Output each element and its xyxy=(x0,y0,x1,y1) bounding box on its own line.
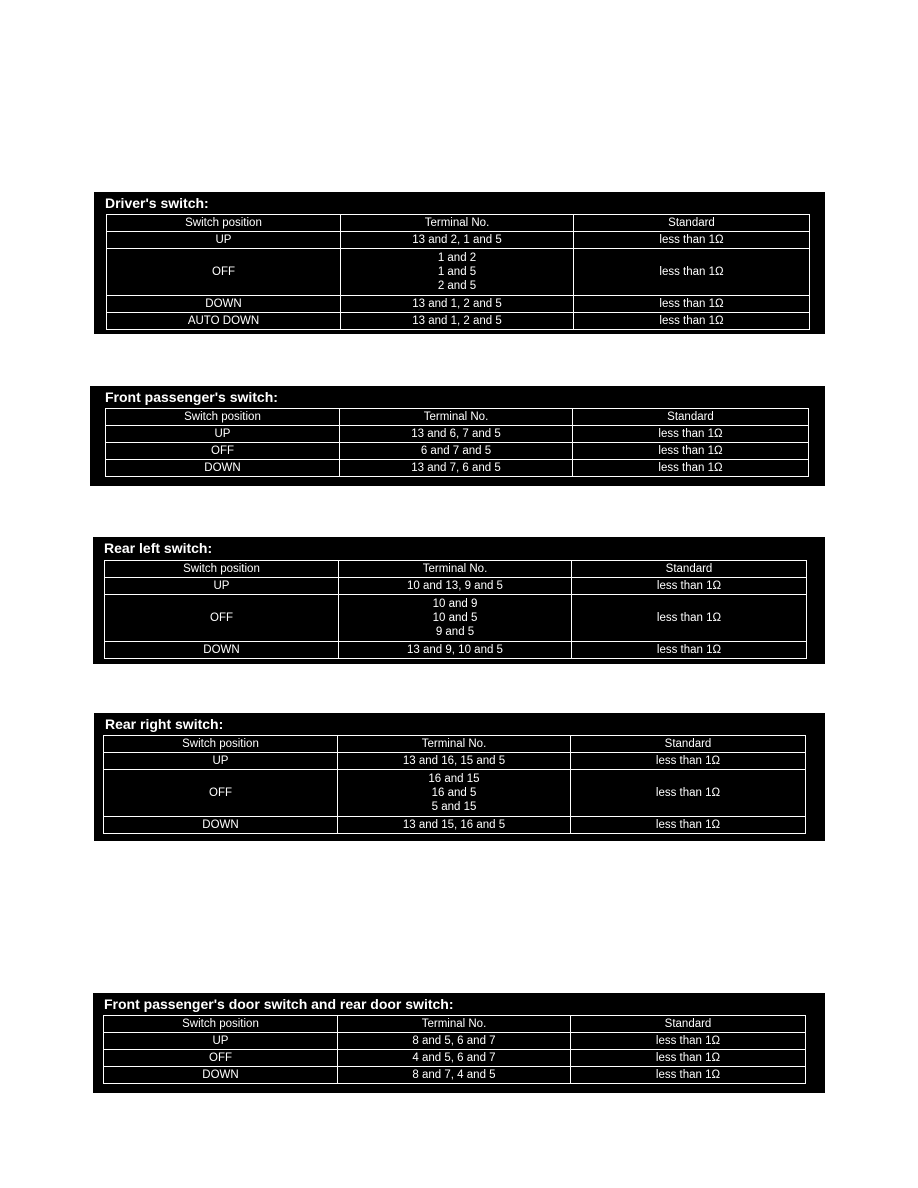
terminal-cell: 8 and 5, 6 and 7 xyxy=(338,1033,571,1050)
header-switch-position: Switch position xyxy=(104,1016,338,1033)
header-switch-position: Switch position xyxy=(104,736,338,753)
header-switch-position: Switch position xyxy=(107,215,341,232)
door-switch-panel xyxy=(93,993,825,1093)
standard-cell: less than 1Ω xyxy=(572,595,807,642)
front-passenger-switch-table xyxy=(105,408,809,477)
standard-cell: less than 1Ω xyxy=(571,817,806,834)
terminal-cell: 13 and 16, 15 and 5 xyxy=(338,753,571,770)
front-passenger-switch-panel xyxy=(90,386,825,486)
standard-cell: less than 1Ω xyxy=(571,1067,806,1084)
terminal-line: 1 and 2 xyxy=(437,252,477,264)
header-row xyxy=(107,215,810,232)
header-standard: Standard xyxy=(574,215,810,232)
terminal-line: 2 and 5 xyxy=(437,280,477,292)
terminal-cell: 6 and 7 and 5 xyxy=(340,443,573,460)
header-terminal-no: Terminal No. xyxy=(341,215,574,232)
terminal-line: 5 and 15 xyxy=(431,801,477,813)
table-row xyxy=(104,1067,806,1084)
terminal-line: 9 and 5 xyxy=(435,626,475,638)
drivers-switch-panel xyxy=(94,192,825,334)
standard-cell: less than 1Ω xyxy=(574,296,810,313)
table-row xyxy=(104,817,806,834)
switch-position-cell: UP xyxy=(104,1033,338,1050)
door-switch-table xyxy=(103,1015,806,1084)
table-row xyxy=(107,296,810,313)
drivers-switch-table xyxy=(106,214,810,330)
terminal-cell: 8 and 7, 4 and 5 xyxy=(338,1067,571,1084)
switch-position-cell: OFF xyxy=(105,595,339,642)
standard-cell: less than 1Ω xyxy=(571,1050,806,1067)
terminal-cell: 10 and 13, 9 and 5 xyxy=(339,578,572,595)
terminal-line: 16 and 5 xyxy=(431,787,477,799)
standard-cell: less than 1Ω xyxy=(573,460,809,477)
terminal-cell xyxy=(339,595,572,642)
table-row xyxy=(105,595,807,642)
table-title: Driver's switch: xyxy=(105,195,209,211)
header-terminal-no: Terminal No. xyxy=(339,561,572,578)
terminal-line: 10 and 5 xyxy=(432,612,478,624)
table-title: Front passenger's door switch and rear door switch: xyxy=(104,996,454,1012)
table-title: Front passenger's switch: xyxy=(105,389,278,405)
rear-left-switch-table xyxy=(104,560,807,659)
switch-position-cell: UP xyxy=(104,753,338,770)
header-switch-position: Switch position xyxy=(105,561,339,578)
table-row xyxy=(106,443,809,460)
header-terminal-no: Terminal No. xyxy=(340,409,573,426)
terminal-line: 1 and 5 xyxy=(437,266,477,278)
table-row xyxy=(104,1050,806,1067)
table-row xyxy=(107,313,810,330)
terminal-cell: 13 and 15, 16 and 5 xyxy=(338,817,571,834)
switch-position-cell: DOWN xyxy=(104,817,338,834)
terminal-cell xyxy=(341,249,574,296)
terminal-cell: 13 and 2, 1 and 5 xyxy=(341,232,574,249)
standard-cell: less than 1Ω xyxy=(574,249,810,296)
standard-cell: less than 1Ω xyxy=(573,426,809,443)
table-row xyxy=(106,460,809,477)
standard-cell: less than 1Ω xyxy=(571,753,806,770)
table-row xyxy=(105,578,807,595)
switch-position-cell: DOWN xyxy=(105,642,339,659)
header-standard: Standard xyxy=(571,1016,806,1033)
switch-position-cell: AUTO DOWN xyxy=(107,313,341,330)
switch-position-cell: UP xyxy=(106,426,340,443)
switch-position-cell: DOWN xyxy=(104,1067,338,1084)
rear-right-switch-panel xyxy=(94,713,825,841)
table-row xyxy=(105,642,807,659)
header-standard: Standard xyxy=(573,409,809,426)
table-title: Rear right switch: xyxy=(105,716,224,732)
switch-position-cell: OFF xyxy=(107,249,341,296)
table-row xyxy=(106,426,809,443)
header-row xyxy=(104,736,806,753)
table-title: Rear left switch: xyxy=(104,540,213,556)
standard-cell: less than 1Ω xyxy=(572,578,807,595)
standard-cell: less than 1Ω xyxy=(571,770,806,817)
header-switch-position: Switch position xyxy=(106,409,340,426)
terminal-cell xyxy=(338,770,571,817)
header-row xyxy=(104,1016,806,1033)
switch-position-cell: UP xyxy=(107,232,341,249)
switch-position-cell: OFF xyxy=(106,443,340,460)
header-terminal-no: Terminal No. xyxy=(338,1016,571,1033)
table-row xyxy=(104,770,806,817)
standard-cell: less than 1Ω xyxy=(574,232,810,249)
switch-position-cell: DOWN xyxy=(106,460,340,477)
switch-position-cell: DOWN xyxy=(107,296,341,313)
rear-right-switch-table xyxy=(103,735,806,834)
switch-position-cell: OFF xyxy=(104,770,338,817)
terminal-cell: 13 and 7, 6 and 5 xyxy=(340,460,573,477)
standard-cell: less than 1Ω xyxy=(571,1033,806,1050)
rear-left-switch-panel xyxy=(93,537,825,664)
table-row xyxy=(104,1033,806,1050)
terminal-cell: 13 and 6, 7 and 5 xyxy=(340,426,573,443)
table-row xyxy=(107,232,810,249)
terminal-cell: 13 and 9, 10 and 5 xyxy=(339,642,572,659)
header-standard: Standard xyxy=(572,561,807,578)
terminal-cell: 13 and 1, 2 and 5 xyxy=(341,296,574,313)
terminal-cell: 4 and 5, 6 and 7 xyxy=(338,1050,571,1067)
standard-cell: less than 1Ω xyxy=(572,642,807,659)
switch-position-cell: UP xyxy=(105,578,339,595)
header-terminal-no: Terminal No. xyxy=(338,736,571,753)
table-row xyxy=(107,249,810,296)
header-row xyxy=(106,409,809,426)
table-row xyxy=(104,753,806,770)
switch-position-cell: OFF xyxy=(104,1050,338,1067)
header-standard: Standard xyxy=(571,736,806,753)
terminal-cell: 13 and 1, 2 and 5 xyxy=(341,313,574,330)
terminal-line: 10 and 9 xyxy=(432,598,478,610)
header-row xyxy=(105,561,807,578)
standard-cell: less than 1Ω xyxy=(574,313,810,330)
standard-cell: less than 1Ω xyxy=(573,443,809,460)
terminal-line: 16 and 15 xyxy=(428,773,480,785)
